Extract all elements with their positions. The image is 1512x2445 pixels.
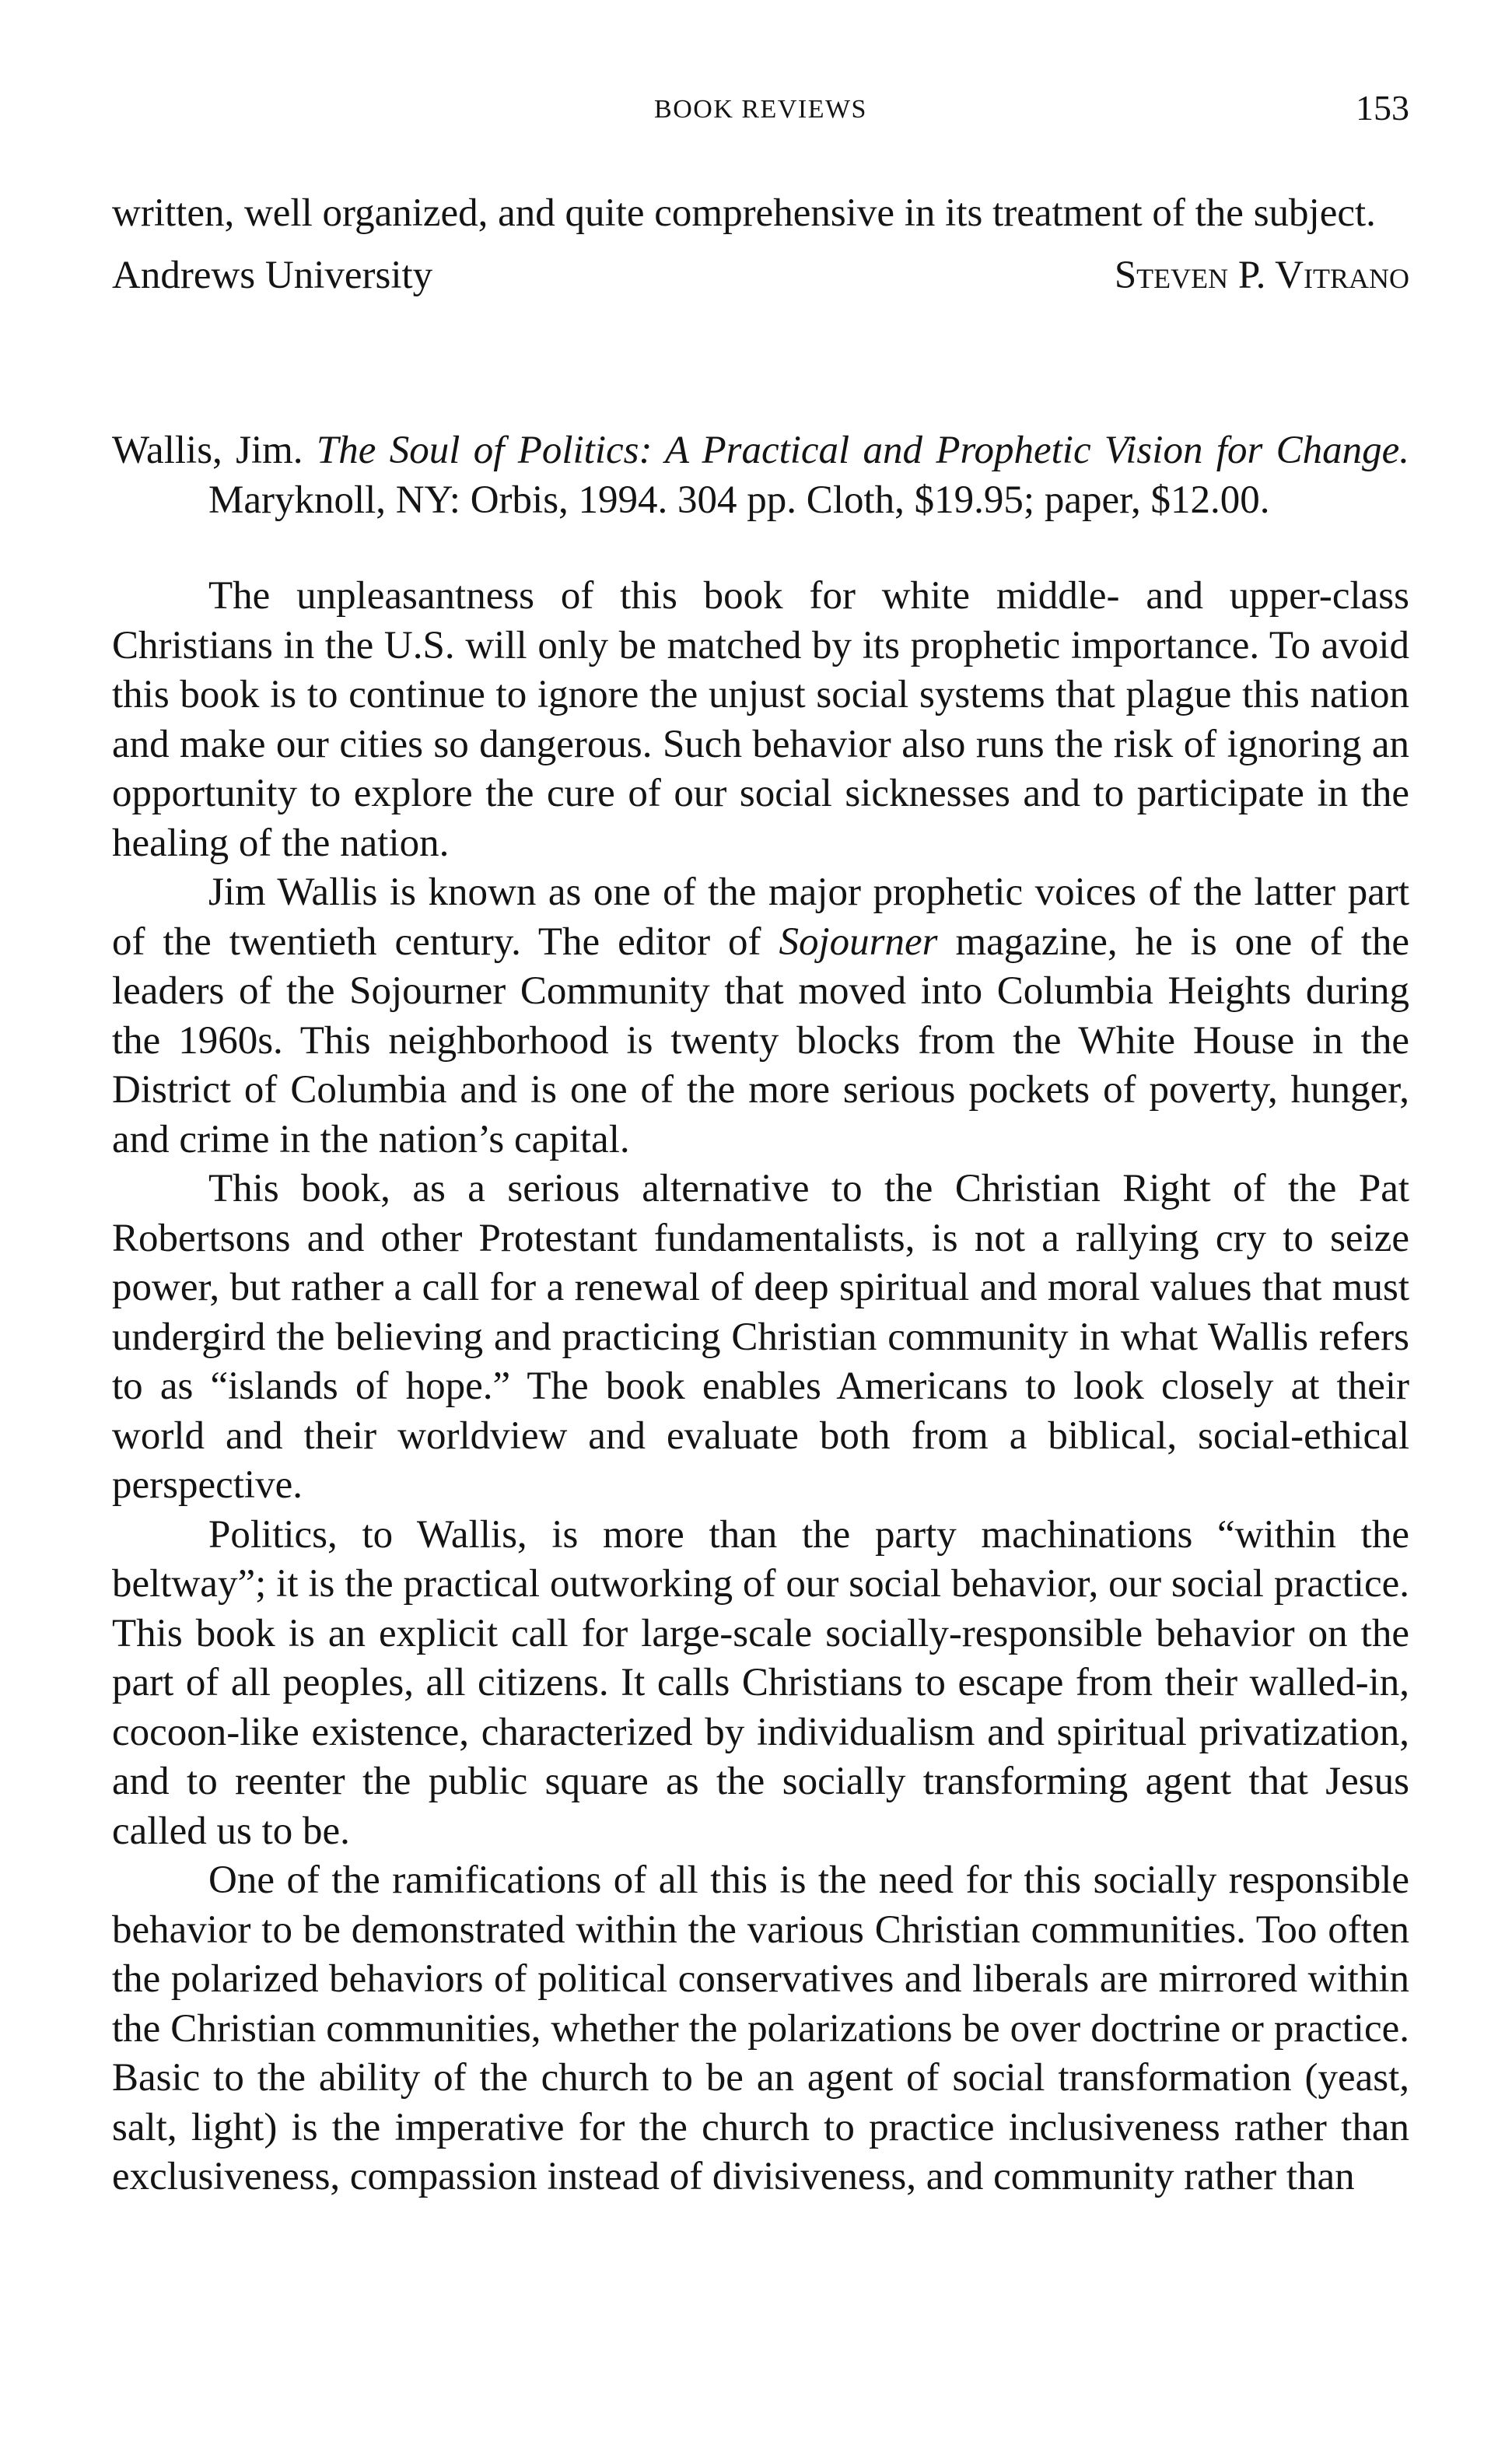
page-number: 153 (1356, 88, 1409, 128)
running-title: BOOK REVIEWS (654, 95, 867, 124)
previous-review-signoff (112, 251, 1409, 301)
previous-review-closing-text: written, well organized, and quite comprehensive in its treatment of the subject. (112, 191, 1376, 235)
reviewer-affiliation: Andrews University (112, 253, 433, 297)
review-paragraph-5: One of the ramifications of all this is the need for this socially responsible behavior to be demonstrated within the various Christian communities. Too often the polarized behaviors of political conservatives and liberals are mirrored within the Christian communities, whether the polarizations be over doctrine or practice. Basic to the ability of the church to be an agent of social transformation (yeast, salt, light) is the imperative for the church to practice inclusiveness rather than exclusiveness, compassion instead of divisiveness, and community rather than (112, 1858, 1409, 2198)
review-paragraph-4: Politics, to Wallis, is more than the party machinations “within the beltway”; it is the practical outworking of our social behavior, our social practice. This book is an explicit call for large-scale socially-responsible behavior on the part of all peoples, all citizens. It calls Christians to escape from their walled-in, cocoon-like existence, characterized by individualism and spiritual privatization, and to reenter the public square as the socially transforming agent that Jesus called us to be. (112, 1512, 1409, 1853)
citation-publication: Maryknoll, NY: Orbis, 1994. (208, 478, 668, 522)
review-paragraph-1: The unpleasantness of this book for white middle- and upper-class Christians in the U.S. will only be matched by its prophetic importance. To avoid this book is to continue to ignore the unjust social systems that plague this nation and make our cities so dangerous. Such behavior also runs the risk of ignoring an opportunity to explore the cure of our social sicknesses and to participate in the healing of the nation. (112, 574, 1409, 865)
magazine-title: Sojourner (779, 920, 938, 964)
citation-title: The Soul of Politics: A Practical and Prophetic Vision for Change. (316, 429, 1410, 472)
running-header (112, 0, 1409, 128)
paragraph-2-text-start: Jim Wallis is known as one of the major prophetic voices of the latter part of the twentieth century. The editor of (112, 870, 1409, 964)
paragraph-2-text-end: magazine, he is one of the leaders of the Sojourner Community that moved into Columbia Heights during the 1960s. This neighborhood is twenty blocks from the White House in the District of Columbia and is one of the more serious pockets of poverty, hunger, and crime in the nation’s capital. (112, 920, 1410, 1161)
citation-pages: 304 pp. (677, 478, 797, 522)
review-body (112, 572, 1409, 2202)
reviewer-name: Steven P. Vitrano (1114, 253, 1409, 297)
review-paragraph-2 (112, 868, 1409, 1165)
citation-author: Wallis, Jim. (112, 429, 303, 472)
review-paragraph-3: This book, as a serious alternative to the Christian Right of the Pat Robertsons and other Protestant fundamentalists, is not a rallying cry to seize power, but rather a call for a renewal of deep spiritual and moral values that must undergird the believing and practicing Christian community in what Wallis refers to as “islands of hope.” The book enables Americans to look closely at their world and their worldview and evaluate both from a biblical, social-ethical perspective. (112, 1167, 1409, 1507)
book-citation (112, 426, 1409, 525)
citation-price: Cloth, $19.95; paper, $12.00. (806, 478, 1270, 522)
